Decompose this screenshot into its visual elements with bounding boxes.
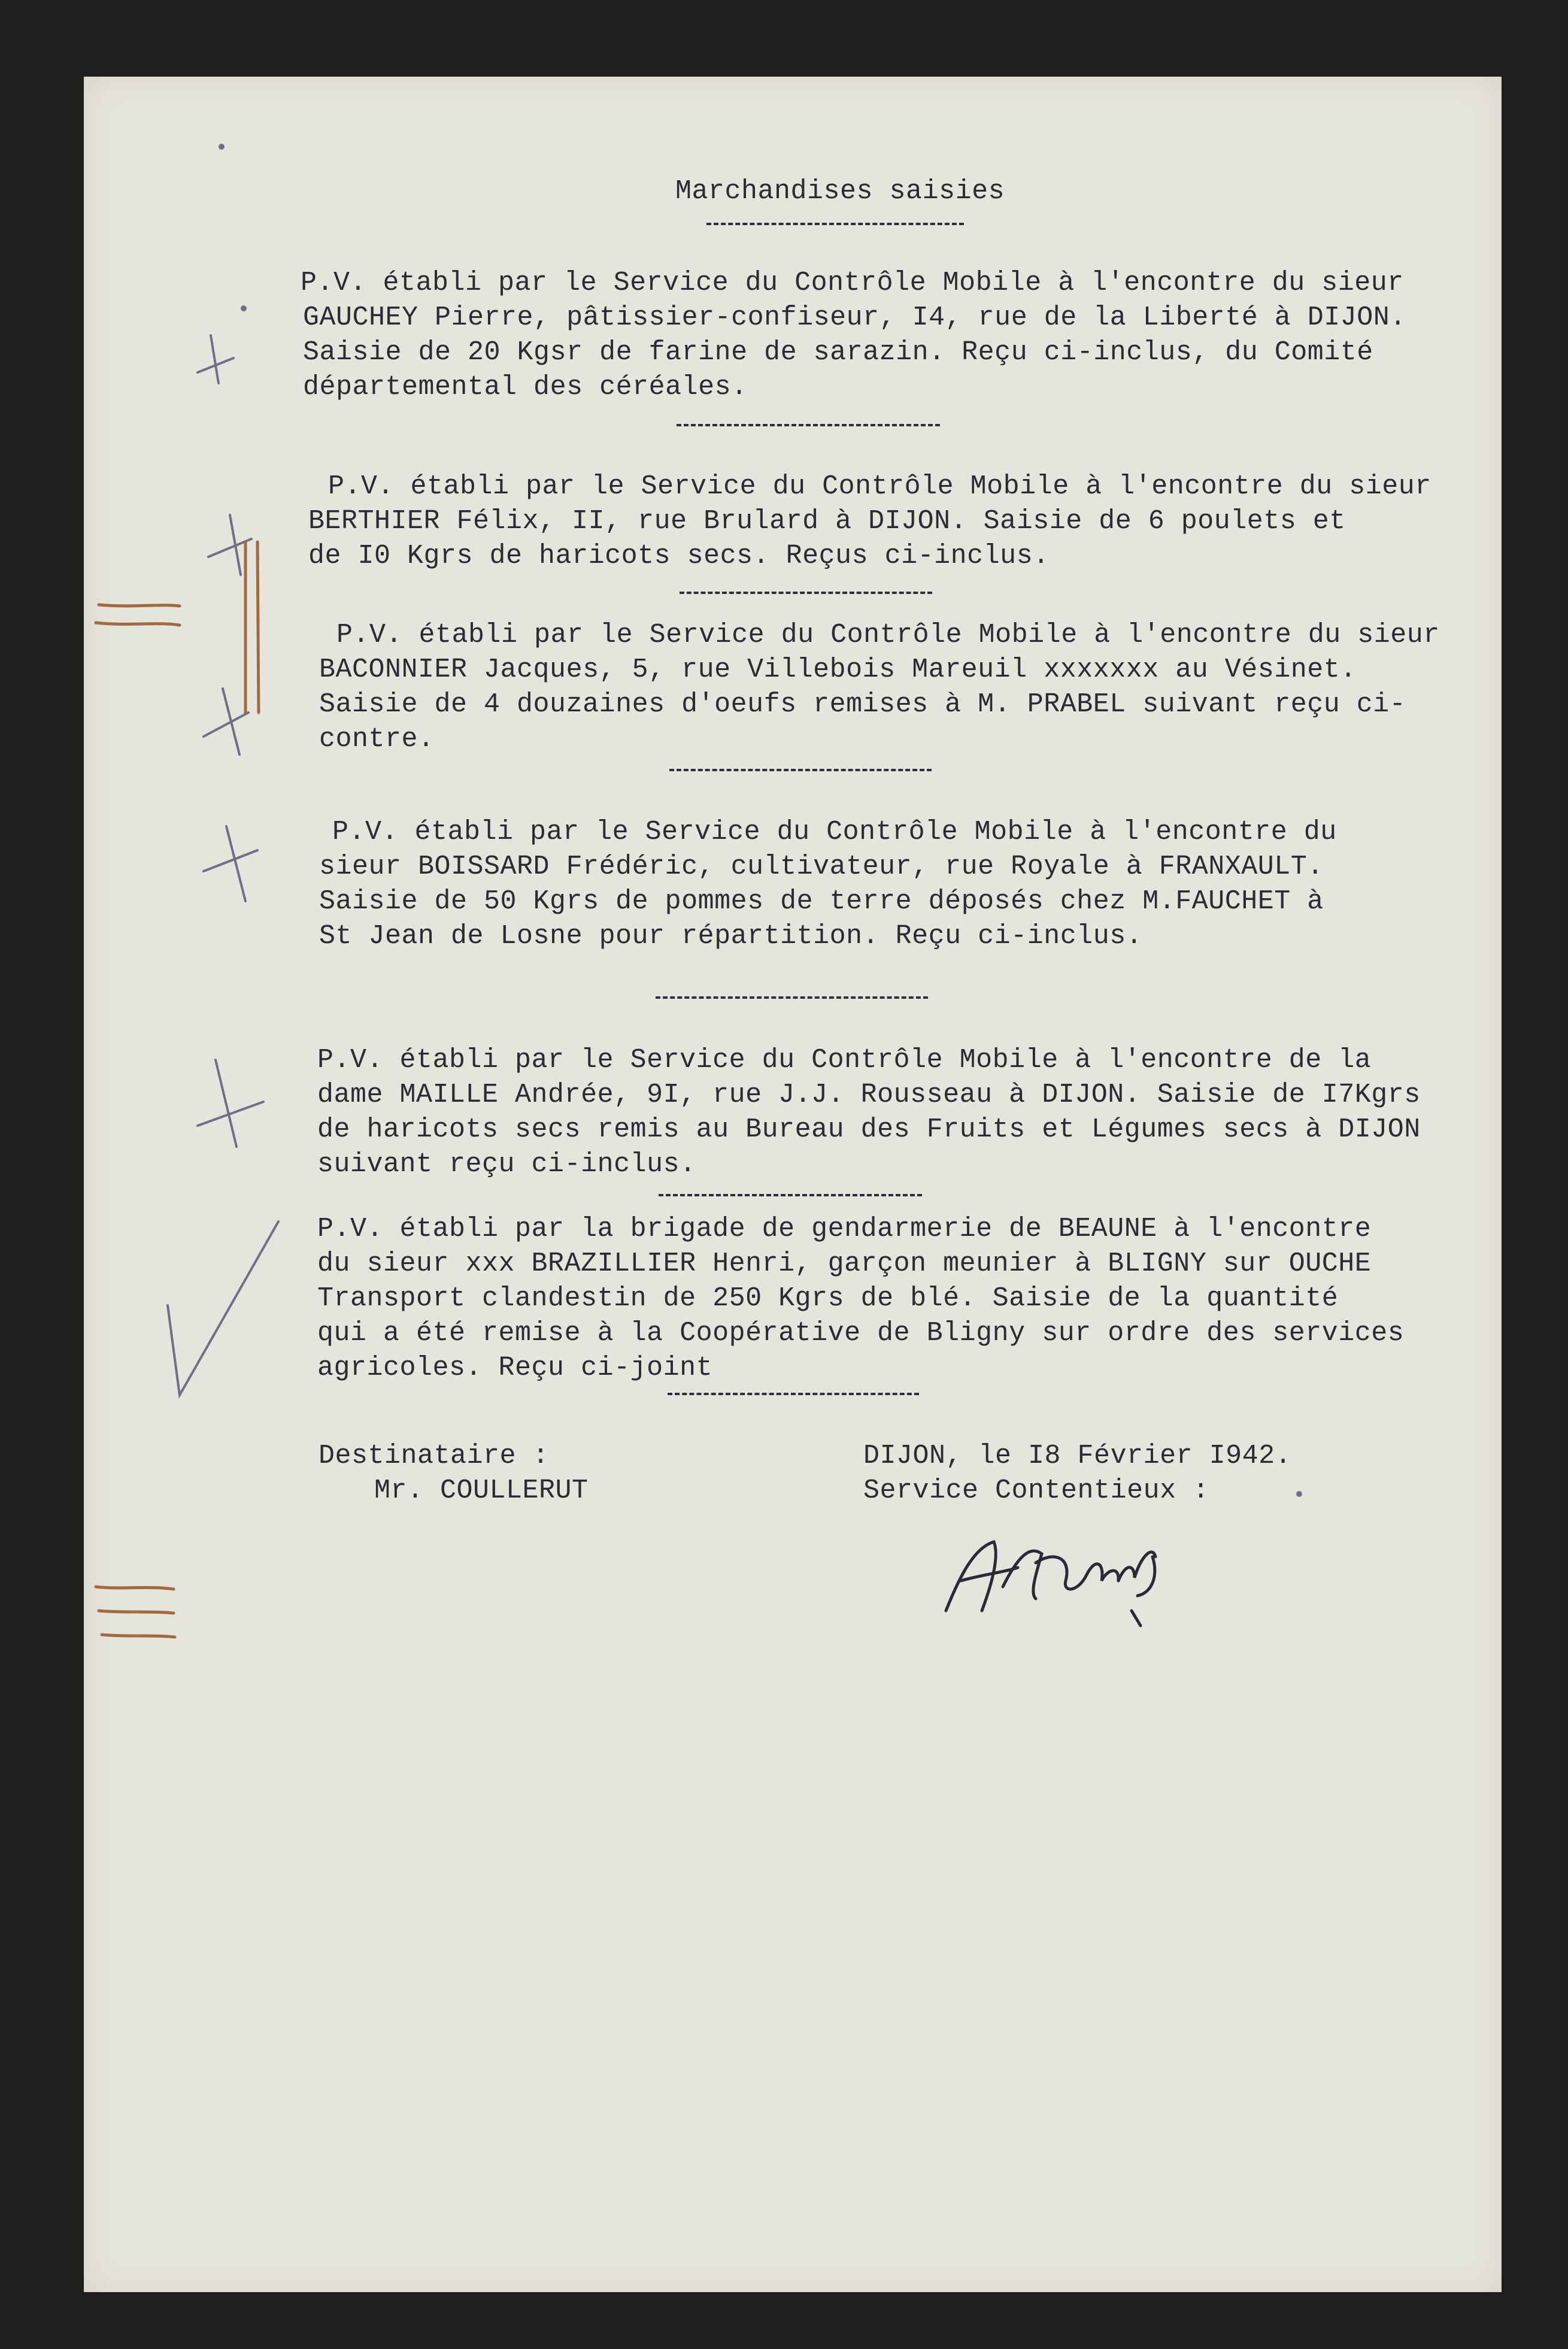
rust-ink-mark xyxy=(96,542,259,1637)
entry-3-line-1: P.V. établi par le Service du Contrôle Mobile à l'encontre du sieur xyxy=(336,620,1440,650)
pencil-large-check-mark xyxy=(168,1222,278,1395)
entry-6-line-1: P.V. établi par la brigade de gendarmerie de BEAUNE à l'encontre xyxy=(317,1214,1372,1244)
handwritten-signature xyxy=(946,1542,1155,1626)
entry-6-line-3: Transport clandestin de 250 Kgrs de blé. Saisie de la quantité xyxy=(317,1283,1339,1314)
entry-5-line-1: P.V. établi par le Service du Contrôle Mobile à l'encontre de la xyxy=(317,1045,1372,1075)
pencil-dot xyxy=(242,307,245,310)
pencil-cross-mark xyxy=(204,826,257,901)
service-label: Service Contentieux : xyxy=(863,1475,1209,1506)
entry-2-line-2: BERTHIER Félix, II, rue Brulard à DIJON. Saisie de 6 poulets et xyxy=(308,506,1346,537)
pencil-cross-mark xyxy=(198,335,233,383)
entry-3-line-2: BACONNIER Jacques, 5, rue Villebois Mareuil xxxxxxx au Vésinet. xyxy=(319,654,1357,685)
entry-1-line-4: départemental des céréales. xyxy=(303,372,748,402)
pencil-cross-mark xyxy=(198,1060,263,1147)
entry-3-line-4: contre. xyxy=(319,724,435,754)
place-date: DIJON, le I8 Février I942. xyxy=(863,1441,1292,1471)
entry-5-line-2: dame MAILLE Andrée, 9I, rue J.J. Rousseau à DIJON. Saisie de I7Kgrs xyxy=(317,1080,1421,1110)
entry-1-line-2: GAUCHEY Pierre, pâtissier-confiseur, I4, rue de la Liberté à DIJON. xyxy=(303,302,1406,333)
entry-5-line-4: suivant reçu ci-inclus. xyxy=(317,1149,696,1180)
entry-3-line-3: Saisie de 4 douzaines d'oeufs remises à M. PRABEL suivant reçu ci- xyxy=(319,689,1406,720)
entry-4-line-2: sieur BOISSARD Frédéric, cultivateur, rue Royale à FRANXAULT. xyxy=(319,851,1324,882)
pencil-dot xyxy=(1297,1492,1301,1496)
entry-2-line-1: P.V. établi par le Service du Contrôle Mobile à l'encontre du sieur xyxy=(328,471,1431,502)
entry-6-line-5: agricoles. Reçu ci-joint xyxy=(317,1353,713,1383)
entry-4-line-4: St Jean de Losne pour répartition. Reçu ci-inclus. xyxy=(319,921,1143,951)
document-title: Marchandises saisies xyxy=(675,176,1005,207)
entry-6-line-4: qui a été remise à la Coopérative de Bligny sur ordre des services xyxy=(317,1318,1405,1348)
entry-6-line-2: du sieur xxx BRAZILLIER Henri, garçon meunier à BLIGNY sur OUCHE xyxy=(317,1248,1372,1279)
entry-4-line-1: P.V. établi par le Service du Contrôle Mobile à l'encontre du xyxy=(332,817,1337,847)
entry-4-line-3: Saisie de 50 Kgrs de pommes de terre déposés chez M.FAUCHET à xyxy=(319,886,1324,917)
pencil-cross-mark xyxy=(204,689,248,754)
entry-2-line-3: de I0 Kgrs de haricots secs. Reçus ci-inclus. xyxy=(308,541,1050,571)
recipient-name: Mr. COULLERUT xyxy=(374,1475,589,1506)
pencil-dot xyxy=(220,145,223,148)
entry-1-line-1: P.V. établi par le Service du Contrôle Mobile à l'encontre du sieur xyxy=(301,268,1404,298)
entry-1-line-3: Saisie de 20 Kgsr de farine de sarazin. Reçu ci-inclus, du Comité xyxy=(303,337,1373,368)
recipient-label: Destinataire : xyxy=(319,1441,550,1471)
entry-5-line-3: de haricots secs remis au Bureau des Fruits et Légumes secs à DIJON xyxy=(317,1114,1421,1145)
